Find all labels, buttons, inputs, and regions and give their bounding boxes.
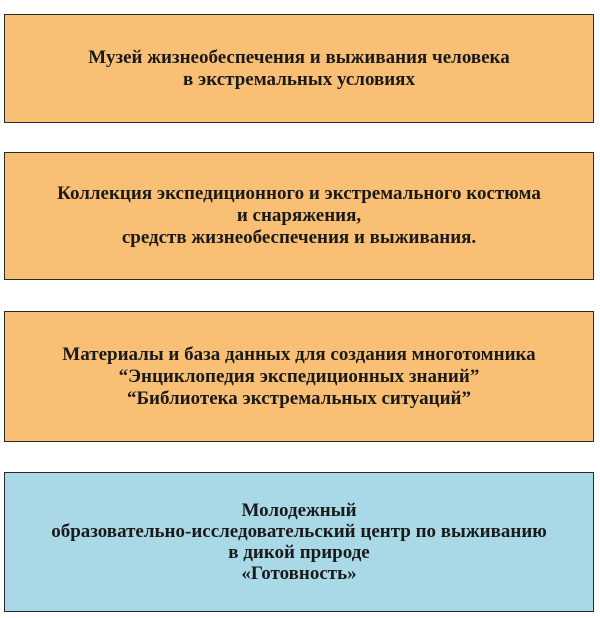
materials-line-3: “Библиотека экстремальных ситуаций” bbox=[126, 387, 472, 409]
collection-line-2: и снаряжения, bbox=[236, 205, 362, 226]
materials-line-1: Материалы и база данных для создания многотомника bbox=[62, 343, 536, 365]
materials-line-2: “Энциклопедия экспедиционных знаний” bbox=[118, 365, 480, 387]
collection-box bbox=[4, 152, 594, 280]
youth-center-line-4: «Готовность» bbox=[241, 563, 357, 584]
museum-line-2: в экстремальных условиях bbox=[183, 68, 415, 90]
youth-center-line-1: Молодежный bbox=[241, 500, 357, 521]
collection-line-1: Коллекция экспедиционного и экстремального костюма bbox=[57, 183, 541, 204]
museum-box bbox=[4, 14, 594, 123]
youth-center-line-2: образовательно-исследовательский центр по выживанию bbox=[51, 521, 547, 542]
materials-box bbox=[4, 311, 594, 442]
museum-line-1: Музей жизнеобеспечения и выживания человека bbox=[88, 46, 510, 68]
youth-center-box bbox=[4, 472, 594, 612]
collection-line-3: средств жизнеобеспечения и выживания. bbox=[121, 227, 477, 248]
youth-center-line-3: в дикой природе bbox=[228, 542, 370, 563]
